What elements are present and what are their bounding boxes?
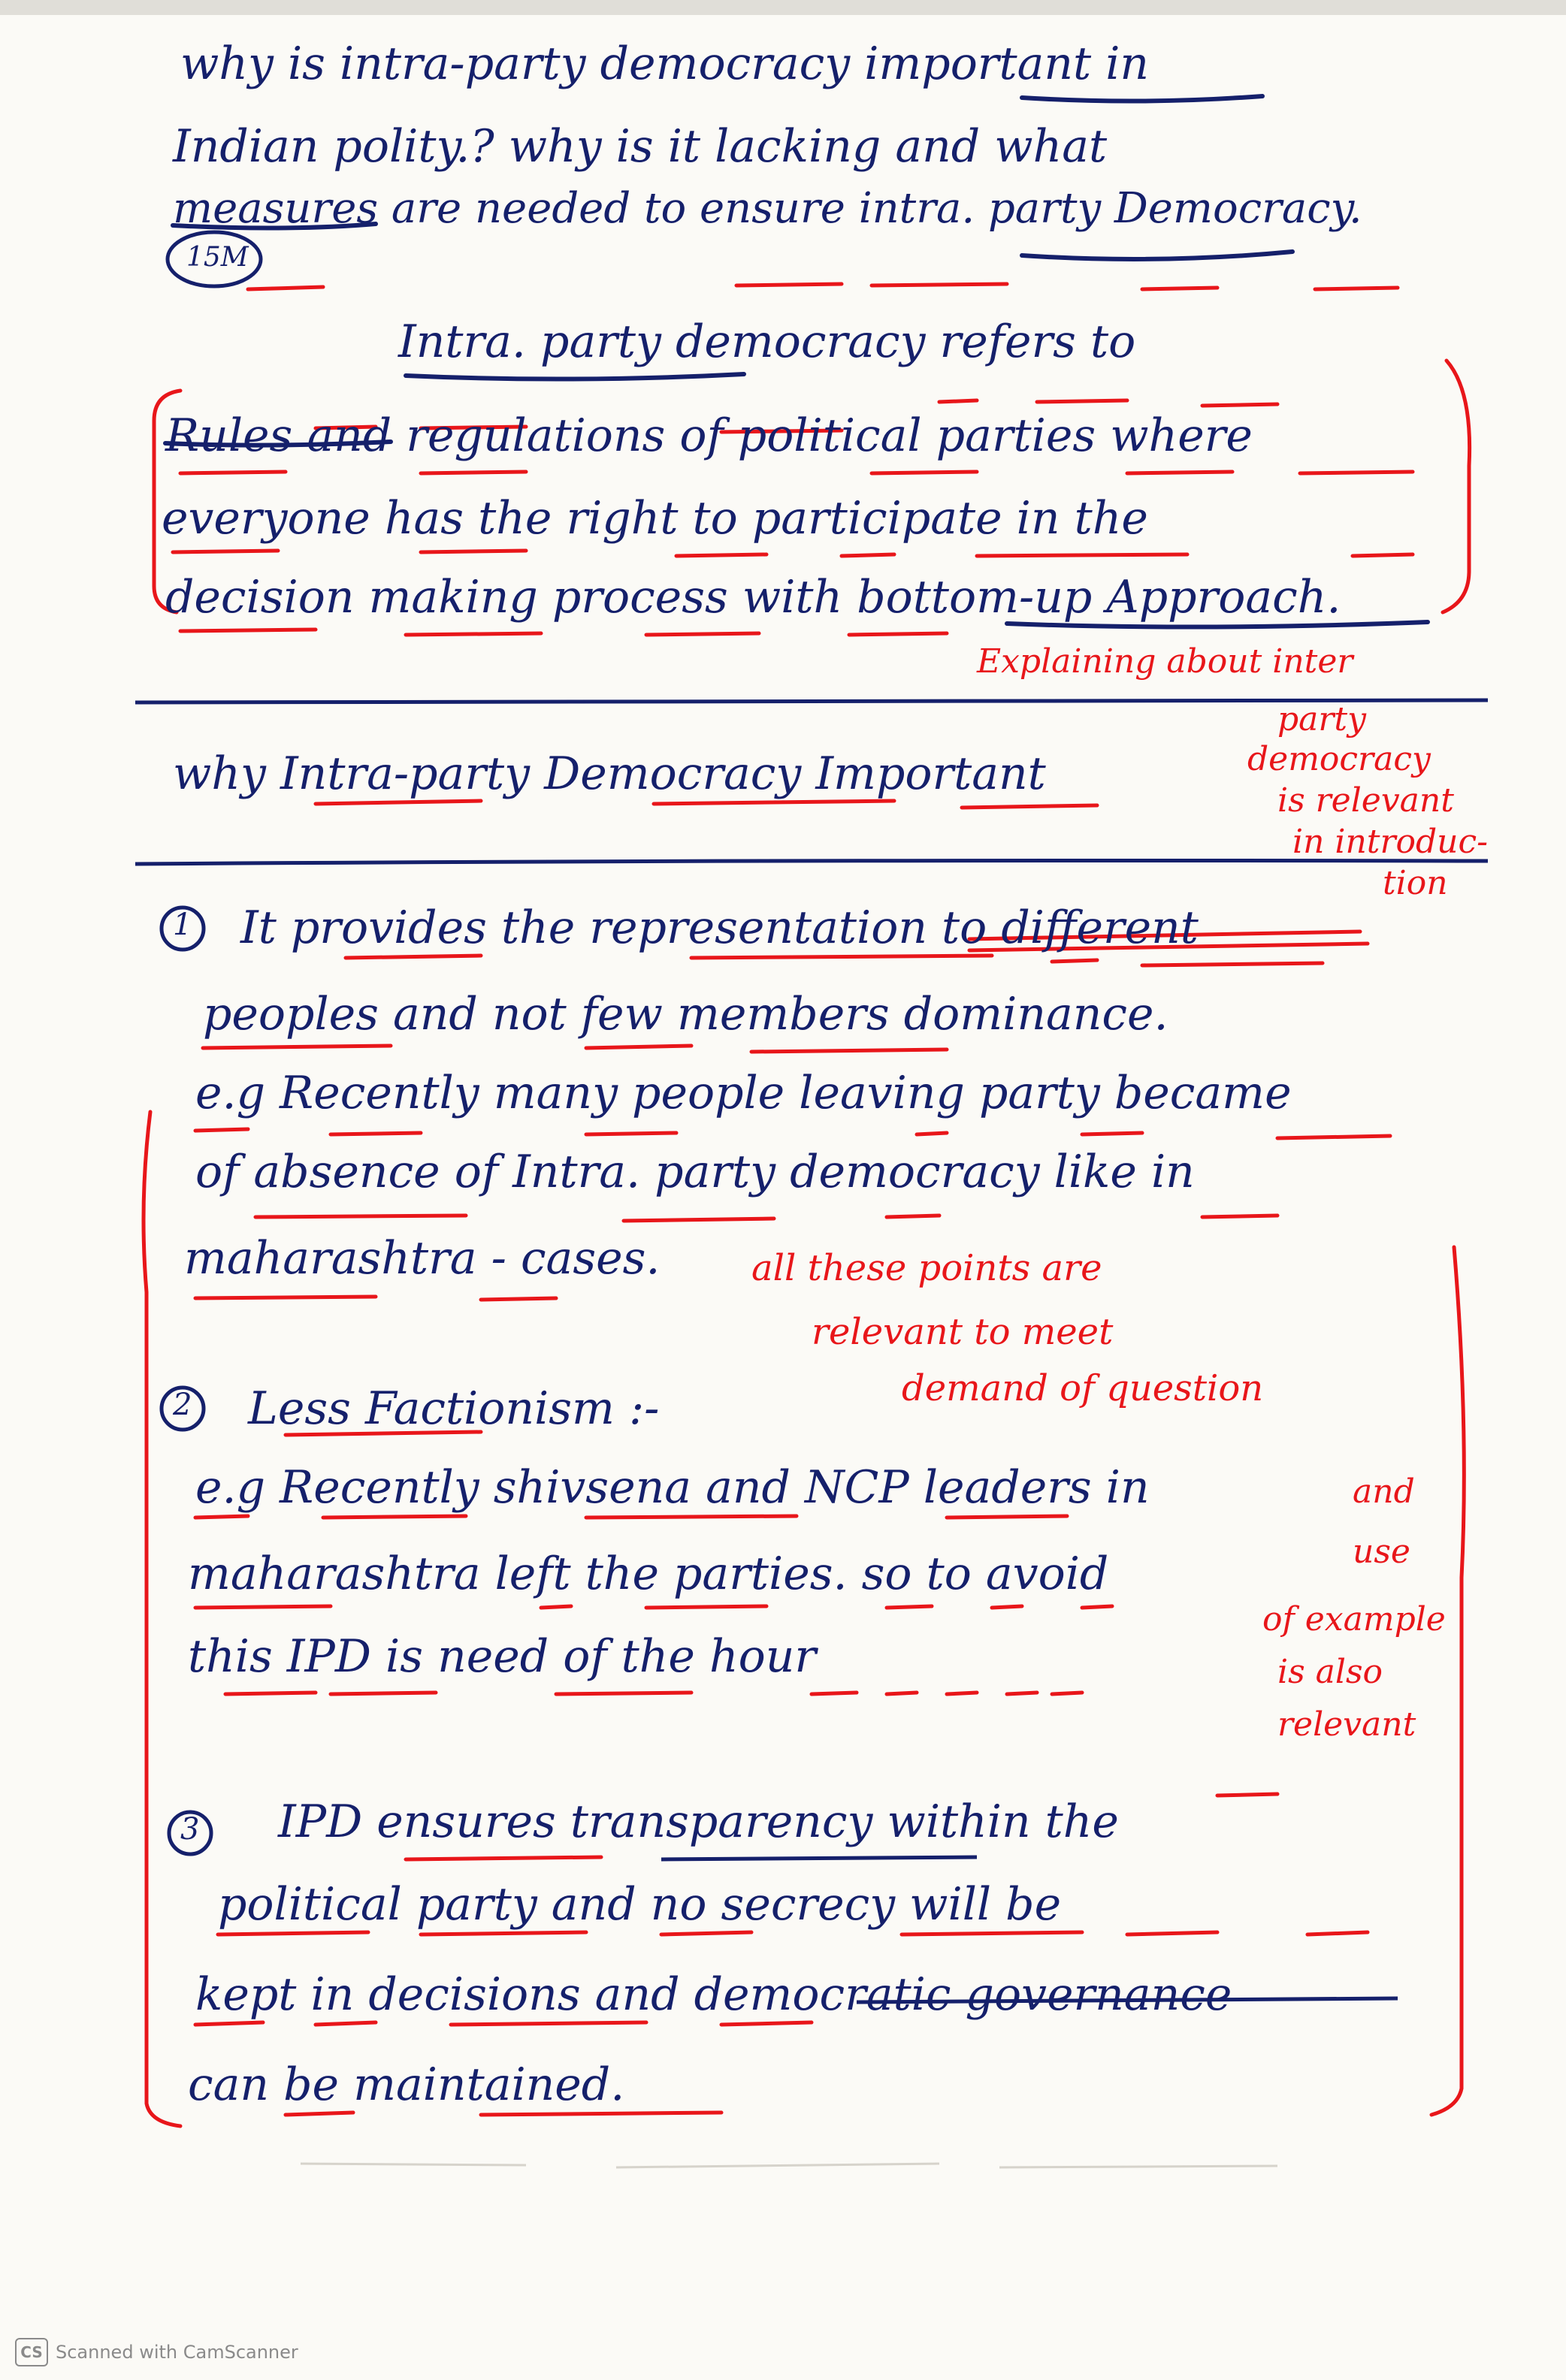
intro-line-3: everyone has the right to participate in the [162, 492, 1148, 545]
annotation-1-line-3: democracy [1247, 740, 1431, 778]
intro-line-2: Rules and regulations of political parties where [165, 409, 1253, 462]
question-line-2: Indian polity.? why is it lacking and what [173, 120, 1108, 173]
camscanner-text: Scanned with CamScanner [56, 2342, 298, 2363]
point-3-line-1: IPD ensures transparency within the [278, 1796, 1119, 1848]
point-1-line-1: It provides the representation to different [240, 902, 1199, 954]
point-3-line-3: kept in decisions and democratic governance [195, 1968, 1232, 2021]
camscanner-logo: CS [15, 2338, 48, 2366]
annotation-3-line-4: is also [1277, 1653, 1383, 1691]
point-2-line-2: e.g Recently shivsena and NCP leaders in [195, 1461, 1150, 1514]
question-line-3: measures are needed to ensure intra. party Democracy. [173, 184, 1362, 233]
annotation-1-line-4: is relevant [1277, 781, 1454, 820]
point-2-number: 2 [173, 1388, 192, 1422]
section-heading: why Intra-party Democracy Important [173, 748, 1046, 800]
annotation-3-line-2: use [1353, 1533, 1410, 1571]
annotation-2-line-1: all these points are [751, 1247, 1102, 1289]
point-1-line-5: maharashtra - cases. [184, 1232, 661, 1285]
point-2-line-4: this IPD is need of the hour [188, 1630, 817, 1683]
point-3-number: 3 [180, 1812, 200, 1847]
point-3-line-2: political party and no secrecy will be [218, 1878, 1062, 1931]
annotation-1-line-1: Explaining about inter [977, 642, 1353, 681]
point-1-number: 1 [173, 908, 192, 942]
point-3-line-4: can be maintained. [188, 2058, 625, 2111]
question-line-1: why is intra-party democracy important in [180, 38, 1150, 90]
annotation-1-line-5: in introduc- [1292, 823, 1489, 861]
point-1-line-2: peoples and not few members dominance. [203, 988, 1168, 1040]
point-1-line-3: e.g Recently many people leaving party became [195, 1067, 1292, 1119]
annotation-3-line-1: and [1353, 1472, 1415, 1511]
annotation-2-line-2: relevant to meet [812, 1311, 1114, 1353]
point-2-line-1: Less Factionism :- [248, 1382, 660, 1435]
page-edge [0, 0, 1566, 15]
annotation-3-line-5: relevant [1277, 1705, 1416, 1744]
show-through-marks [301, 2164, 1277, 2167]
intro-line-4: decision making process with bottom-up Approach. [165, 571, 1341, 624]
annotation-3-line-3: of example [1262, 1600, 1446, 1639]
annotation-2-line-3: demand of question [902, 1367, 1264, 1409]
annotation-1-line-2: party [1277, 700, 1366, 738]
intro-line-1: Intra. party democracy refers to [398, 316, 1136, 368]
camscanner-watermark [15, 2338, 298, 2366]
question-marks: 15M [186, 242, 249, 273]
annotation-1-line-6: tion [1383, 864, 1448, 902]
point-1-line-4: of absence of Intra. party democracy like in [195, 1146, 1195, 1198]
point-2-line-3: maharashtra left the parties. so to avoid [188, 1548, 1109, 1600]
